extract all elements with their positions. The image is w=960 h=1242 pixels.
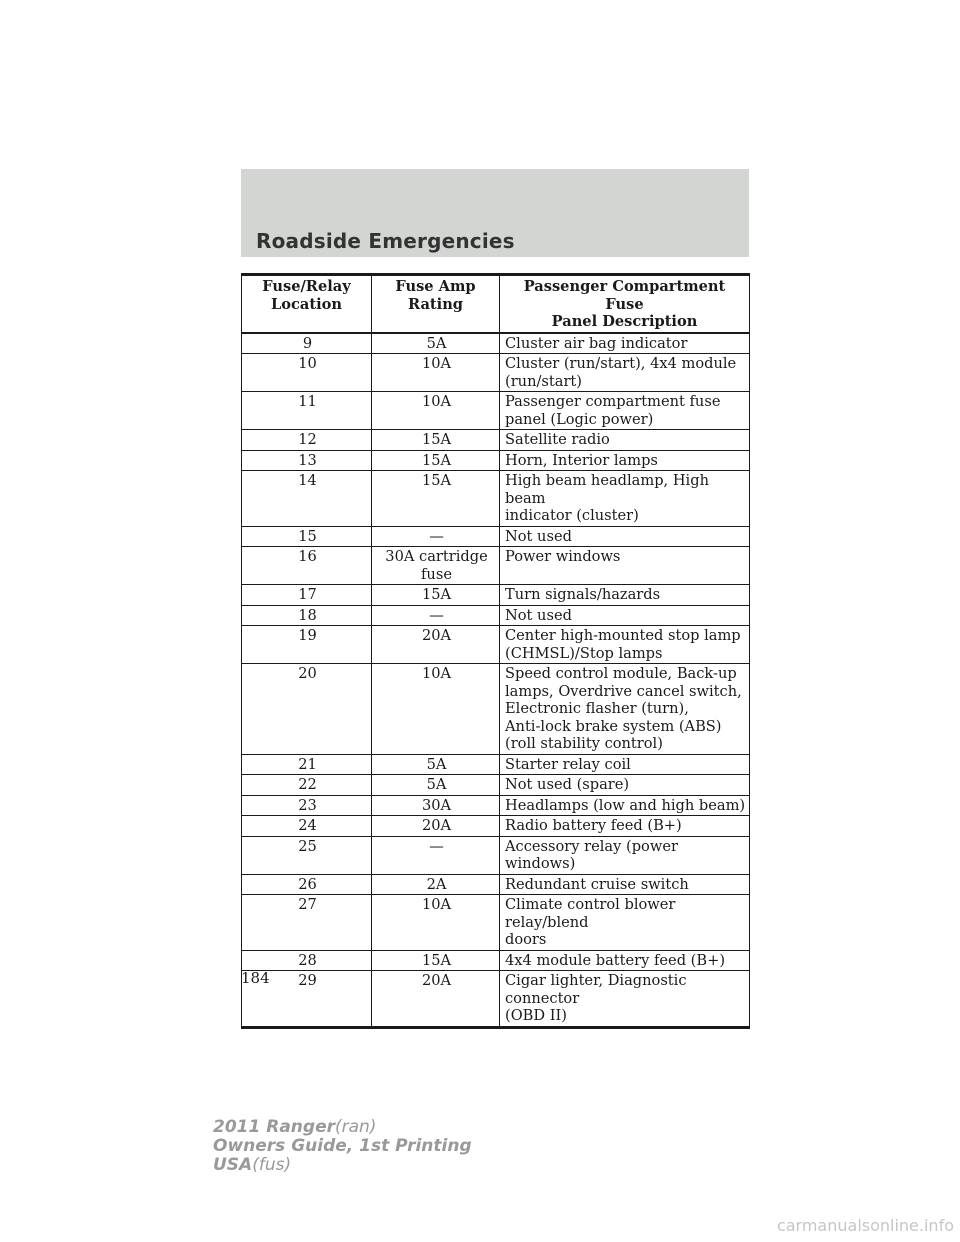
fuse-location-cell: 27: [242, 895, 372, 951]
fuse-location-cell: 21: [242, 754, 372, 775]
fuse-table: [241, 273, 750, 1029]
table-row: [242, 547, 750, 585]
fuse-amp-cell: 15A: [372, 450, 500, 471]
table-row: [242, 333, 750, 354]
fuse-description-cell: Climate control blower relay/blend doors: [500, 895, 750, 951]
fuse-location-cell: 15: [242, 526, 372, 547]
fuse-description-cell: Accessory relay (power windows): [500, 836, 750, 874]
watermark: carmanualsonline.info: [776, 1216, 954, 1235]
fuse-amp-cell: 10A: [372, 354, 500, 392]
fuse-location-cell: 23: [242, 795, 372, 816]
fuse-amp-cell: 5A: [372, 333, 500, 354]
fuse-location-cell: 19: [242, 626, 372, 664]
fuse-amp-cell: 5A: [372, 754, 500, 775]
fuse-location-cell: 18: [242, 605, 372, 626]
table-row: [242, 392, 750, 430]
fuse-amp-cell: 15A: [372, 471, 500, 527]
table-row: [242, 430, 750, 451]
table-row: [242, 795, 750, 816]
fuse-description-cell: Horn, Interior lamps: [500, 450, 750, 471]
section-title: Roadside Emergencies: [256, 229, 515, 253]
table-row: [242, 605, 750, 626]
fuse-description-cell: Redundant cruise switch: [500, 874, 750, 895]
fuse-amp-cell: 20A: [372, 626, 500, 664]
fuse-location-cell: 26: [242, 874, 372, 895]
fuse-location-cell: 9: [242, 333, 372, 354]
fuse-amp-cell: 20A: [372, 971, 500, 1028]
fuse-description-cell: Not used (spare): [500, 775, 750, 796]
fuse-amp-cell: 2A: [372, 874, 500, 895]
fuse-location-cell: 10: [242, 354, 372, 392]
fuse-amp-cell: 30A cartridge fuse: [372, 547, 500, 585]
table-row: [242, 950, 750, 971]
fuse-description-cell: Center high-mounted stop lamp (CHMSL)/Stop lamps: [500, 626, 750, 664]
fuse-location-cell: 11: [242, 392, 372, 430]
table-row: [242, 664, 750, 755]
fuse-location-cell: 13: [242, 450, 372, 471]
fuse-description-cell: Satellite radio: [500, 430, 750, 451]
footer-print-info: [213, 1118, 472, 1175]
fuse-description-cell: Turn signals/hazards: [500, 585, 750, 606]
fuse-amp-cell: 15A: [372, 585, 500, 606]
fuse-description-cell: Headlamps (low and high beam): [500, 795, 750, 816]
table-row: [242, 471, 750, 527]
table-row: [242, 450, 750, 471]
footer-line-region: USA(fus): [213, 1155, 292, 1175]
page-number: 184: [241, 969, 270, 987]
table-row: [242, 354, 750, 392]
fuse-description-cell: High beam headlamp, High beam indicator (cluster): [500, 471, 750, 527]
fuse-amp-cell: 15A: [372, 430, 500, 451]
table-row: [242, 585, 750, 606]
table-row: [242, 971, 750, 1028]
table-row: [242, 775, 750, 796]
fuse-description-cell: Cluster (run/start), 4x4 module (run/start): [500, 354, 750, 392]
fuse-location-cell: 17: [242, 585, 372, 606]
fuse-location-cell: 24: [242, 816, 372, 837]
fuse-amp-cell: 5A: [372, 775, 500, 796]
table-row: [242, 526, 750, 547]
fuse-description-cell: Starter relay coil: [500, 754, 750, 775]
fuse-description-cell: Power windows: [500, 547, 750, 585]
fuse-location-cell: 22: [242, 775, 372, 796]
fuse-amp-cell: 10A: [372, 895, 500, 951]
fuse-location-cell: 28: [242, 950, 372, 971]
table-row: [242, 836, 750, 874]
table-row: [242, 874, 750, 895]
fuse-amp-cell: 10A: [372, 392, 500, 430]
column-header-description: Passenger Compartment Fuse Panel Description: [500, 275, 750, 333]
fuse-location-cell: 16: [242, 547, 372, 585]
fuse-location-cell: 20: [242, 664, 372, 755]
footer-line-model: 2011 Ranger(ran): [213, 1117, 377, 1137]
fuse-description-cell: Radio battery feed (B+): [500, 816, 750, 837]
fuse-description-cell: 4x4 module battery feed (B+): [500, 950, 750, 971]
fuse-description-cell: Cluster air bag indicator: [500, 333, 750, 354]
fuse-location-cell: 12: [242, 430, 372, 451]
fuse-description-cell: Passenger compartment fuse panel (Logic power): [500, 392, 750, 430]
column-header-amp-rating: Fuse Amp Rating: [372, 275, 500, 333]
fuse-location-cell: 25: [242, 836, 372, 874]
fuse-amp-cell: —: [372, 526, 500, 547]
footer-line-printing: Owners Guide, 1st Printing: [213, 1136, 472, 1156]
column-header-location: Fuse/Relay Location: [242, 275, 372, 333]
table-header-row: [242, 275, 750, 333]
fuse-amp-cell: 30A: [372, 795, 500, 816]
fuse-location-cell: 29: [242, 971, 372, 1028]
fuse-description-cell: Not used: [500, 526, 750, 547]
fuse-amp-cell: —: [372, 836, 500, 874]
fuse-amp-cell: 20A: [372, 816, 500, 837]
table-row: [242, 895, 750, 951]
table-row: [242, 816, 750, 837]
table-row: [242, 626, 750, 664]
fuse-amp-cell: —: [372, 605, 500, 626]
fuse-description-cell: Cigar lighter, Diagnostic connector (OBD II): [500, 971, 750, 1028]
fuse-description-cell: Not used: [500, 605, 750, 626]
fuse-description-cell: Speed control module, Back-up lamps, Overdrive cancel switch, Electronic flasher (turn), Anti-lock brake system (ABS) (roll stability control): [500, 664, 750, 755]
table-row: [242, 754, 750, 775]
fuse-location-cell: 14: [242, 471, 372, 527]
fuse-amp-cell: 10A: [372, 664, 500, 755]
fuse-amp-cell: 15A: [372, 950, 500, 971]
